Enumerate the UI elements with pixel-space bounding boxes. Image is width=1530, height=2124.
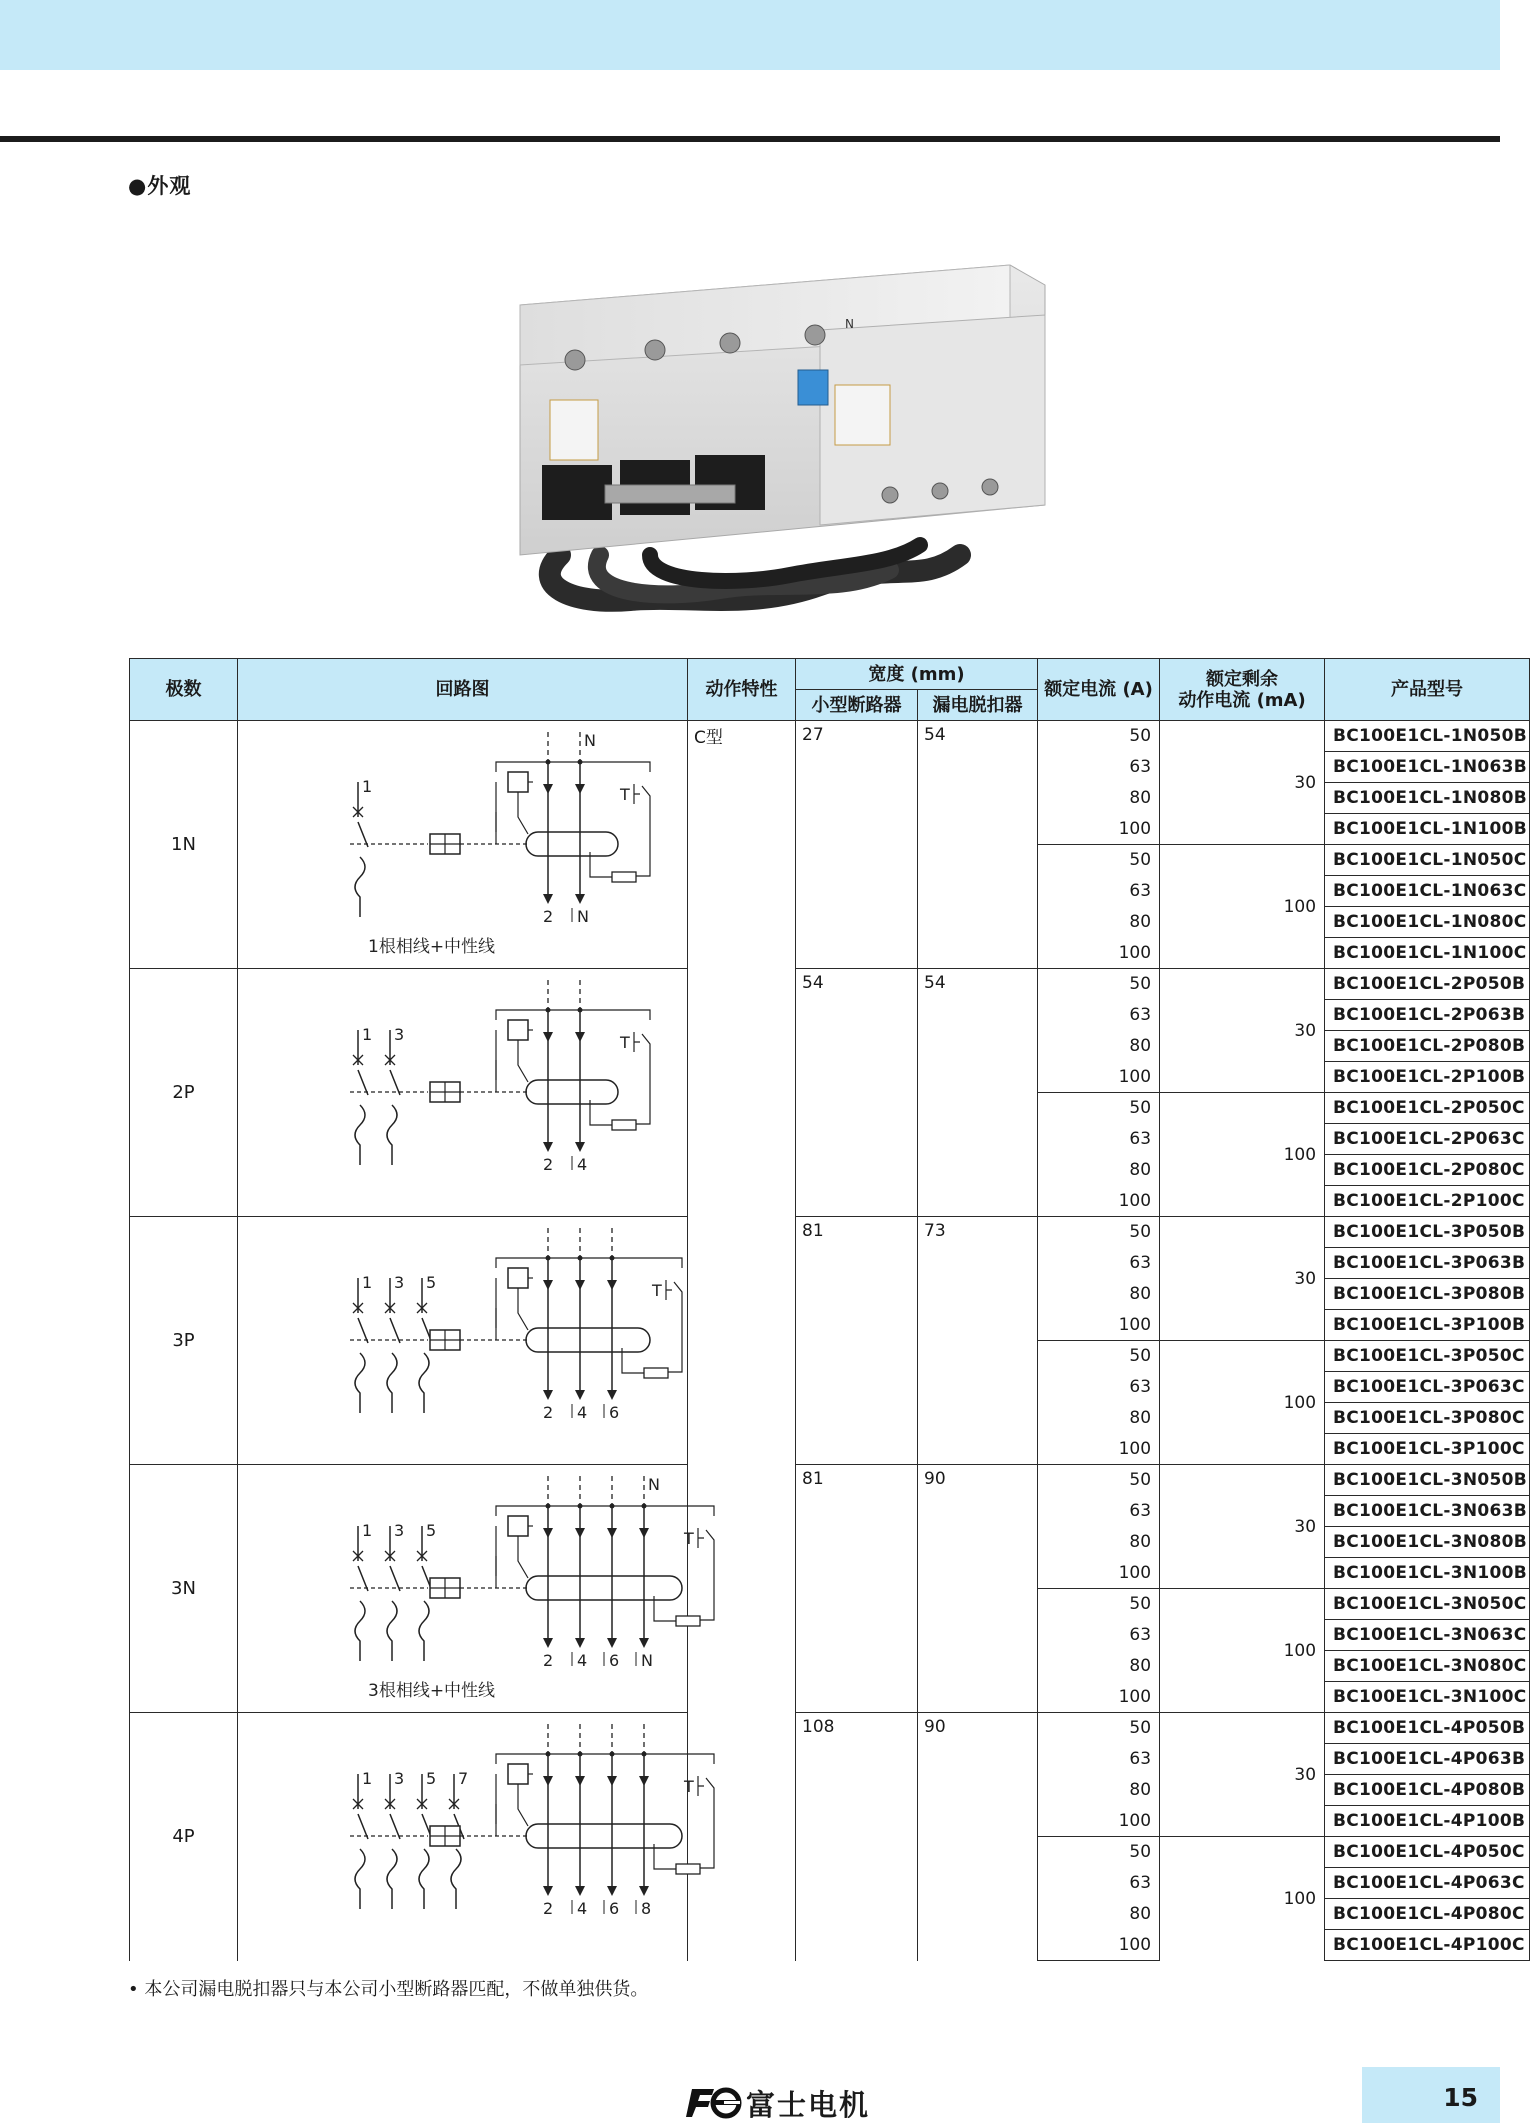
terminal-bottom-label: 6 [609, 1650, 620, 1670]
section-heading: ●外观 [128, 174, 192, 198]
rated-current-cell: 80 [1038, 1403, 1160, 1434]
terminal-top-label: 3 [394, 1768, 405, 1788]
terminal-bottom-label: 2 [543, 906, 554, 926]
model-cell: BC100E1CL-3N063C [1325, 1620, 1530, 1651]
table-row [130, 721, 1530, 752]
width-mcb-cell: 81 [796, 1465, 918, 1713]
circuit-cell [238, 969, 688, 1217]
model-cell: BC100E1CL-4P100B [1325, 1806, 1530, 1837]
terminal-bottom-label: 6 [609, 1898, 620, 1918]
model-cell: BC100E1CL-3P080B [1325, 1279, 1530, 1310]
terminal-bottom-label: 2 [543, 1154, 554, 1174]
rated-current-cell: 50 [1038, 1589, 1160, 1620]
terminal-bottom-label: 8 [641, 1898, 652, 1918]
test-button-label: T [684, 1776, 694, 1796]
residual-current-cell: 30 [1160, 1217, 1325, 1341]
rated-current-cell: 100 [1038, 1186, 1160, 1217]
model-cell: BC100E1CL-4P080B [1325, 1775, 1530, 1806]
circuit-diagram-1n [238, 722, 688, 968]
terminal-bottom-label: 6 [609, 1402, 620, 1422]
residual-current-cell: 100 [1160, 845, 1325, 969]
model-cell: BC100E1CL-2P080B [1325, 1031, 1530, 1062]
terminal-top-label: N [648, 1474, 660, 1494]
terminal-top-label: 3 [394, 1272, 405, 1292]
rated-current-cell: 80 [1038, 783, 1160, 814]
rated-current-cell: 100 [1038, 1930, 1160, 1961]
model-cell: BC100E1CL-2P100B [1325, 1062, 1530, 1093]
model-cell: BC100E1CL-3P100C [1325, 1434, 1530, 1465]
terminal-bottom-label: N [577, 906, 589, 926]
model-cell: BC100E1CL-4P063C [1325, 1868, 1530, 1899]
rated-current-cell: 50 [1038, 1217, 1160, 1248]
circuit-caption: 1根相线+中性线 [368, 936, 496, 957]
top-color-band [0, 0, 1500, 70]
model-cell: BC100E1CL-1N050C [1325, 845, 1530, 876]
rated-current-cell: 100 [1038, 1558, 1160, 1589]
rated-current-cell: 50 [1038, 721, 1160, 752]
model-cell: BC100E1CL-1N100B [1325, 814, 1530, 845]
model-cell: BC100E1CL-1N100C [1325, 938, 1530, 969]
model-cell: BC100E1CL-3P050C [1325, 1341, 1530, 1372]
model-cell: BC100E1CL-3N100B [1325, 1558, 1530, 1589]
header-residual-line2: 动作电流 (mA) [1178, 689, 1306, 711]
header-residual-current [1160, 659, 1325, 721]
terminal-top-label: 3 [394, 1024, 405, 1044]
width-rcd-cell: 54 [918, 969, 1038, 1217]
test-button-label: T [684, 1528, 694, 1548]
rated-current-cell: 63 [1038, 752, 1160, 783]
model-cell: BC100E1CL-4P080C [1325, 1899, 1530, 1930]
rated-current-cell: 50 [1038, 969, 1160, 1000]
terminal-bottom-label: 4 [577, 1154, 588, 1174]
model-cell: BC100E1CL-3P050B [1325, 1217, 1530, 1248]
width-mcb-cell: 54 [796, 969, 918, 1217]
test-button-label: T [652, 1280, 662, 1300]
model-cell: BC100E1CL-2P100C [1325, 1186, 1530, 1217]
brand-logo [684, 2085, 870, 2121]
rated-current-cell: 63 [1038, 1124, 1160, 1155]
rated-current-cell: 80 [1038, 1775, 1160, 1806]
header-model: 产品型号 [1325, 659, 1530, 721]
pole-cell: 3N [130, 1465, 238, 1713]
model-cell: BC100E1CL-3N050C [1325, 1589, 1530, 1620]
width-rcd-cell: 73 [918, 1217, 1038, 1465]
header-rule [0, 136, 1500, 142]
header-width: 宽度 (mm) [796, 659, 1038, 690]
rated-current-cell: 50 [1038, 845, 1160, 876]
residual-current-cell: 30 [1160, 1713, 1325, 1837]
terminal-bottom-label: 2 [543, 1650, 554, 1670]
circuit-cell [238, 1217, 688, 1465]
terminal-top-label: N [584, 730, 596, 750]
rated-current-cell: 63 [1038, 1248, 1160, 1279]
model-cell: BC100E1CL-2P050B [1325, 969, 1530, 1000]
header-residual-line1: 额定剩余 [1206, 668, 1279, 690]
page-number-badge [1362, 2067, 1500, 2123]
rated-current-cell: 63 [1038, 1620, 1160, 1651]
rated-current-cell: 100 [1038, 1434, 1160, 1465]
rated-current-cell: 100 [1038, 1310, 1160, 1341]
table-row [130, 969, 1530, 1000]
rated-current-cell: 80 [1038, 1031, 1160, 1062]
width-rcd-cell: 54 [918, 721, 1038, 969]
terminal-top-label: 1 [362, 1768, 373, 1788]
pole-cell: 2P [130, 969, 238, 1217]
circuit-diagram-3n [238, 1466, 694, 1712]
header-circuit: 回路图 [238, 659, 688, 721]
test-button-label: T [620, 784, 630, 804]
circuit-caption: 3根相线+中性线 [368, 1680, 496, 1701]
width-mcb-cell: 27 [796, 721, 918, 969]
model-cell: BC100E1CL-2P080C [1325, 1155, 1530, 1186]
rated-current-cell: 100 [1038, 814, 1160, 845]
spec-table [129, 658, 1528, 1961]
model-cell: BC100E1CL-4P063B [1325, 1744, 1530, 1775]
rated-current-cell: 50 [1038, 1341, 1160, 1372]
rated-current-cell: 50 [1038, 1465, 1160, 1496]
rated-current-cell: 63 [1038, 1868, 1160, 1899]
terminal-bottom-label: N [641, 1650, 653, 1670]
model-cell: BC100E1CL-1N080B [1325, 783, 1530, 814]
model-cell: BC100E1CL-1N063B [1325, 752, 1530, 783]
circuit-diagram-2p [238, 970, 688, 1216]
model-cell: BC100E1CL-4P050B [1325, 1713, 1530, 1744]
terminal-top-label: 1 [362, 1024, 373, 1044]
characteristic-cell: C型 [688, 721, 796, 1961]
header-characteristic: 动作特性 [688, 659, 796, 721]
model-cell: BC100E1CL-3N100C [1325, 1682, 1530, 1713]
terminal-top-label: 3 [394, 1520, 405, 1540]
rated-current-cell: 100 [1038, 1806, 1160, 1837]
terminal-bottom-label: 2 [543, 1402, 554, 1422]
product-photo [490, 255, 1050, 625]
header-poles: 极数 [130, 659, 238, 721]
circuit-diagram-3p [238, 1218, 688, 1464]
terminal-top-label: 7 [458, 1768, 469, 1788]
model-cell: BC100E1CL-3N063B [1325, 1496, 1530, 1527]
residual-current-cell: 30 [1160, 721, 1325, 845]
header-width-rcd: 漏电脱扣器 [918, 690, 1038, 721]
width-rcd-cell: 90 [918, 1713, 1038, 1961]
terminal-bottom-label: 2 [543, 1898, 554, 1918]
terminal-top-label: 1 [362, 1272, 373, 1292]
rated-current-cell: 80 [1038, 1899, 1160, 1930]
circuit-diagram-4p [238, 1714, 694, 1960]
model-cell: BC100E1CL-3N080B [1325, 1527, 1530, 1558]
model-cell: BC100E1CL-3N050B [1325, 1465, 1530, 1496]
residual-current-cell: 100 [1160, 1837, 1325, 1961]
table-row [130, 1713, 1530, 1744]
rated-current-cell: 50 [1038, 1093, 1160, 1124]
model-cell: BC100E1CL-3P063B [1325, 1248, 1530, 1279]
header-width-mcb: 小型断路器 [796, 690, 918, 721]
table-row [130, 1465, 1530, 1496]
rated-current-cell: 100 [1038, 1682, 1160, 1713]
terminal-top-label: 5 [426, 1768, 437, 1788]
model-cell: BC100E1CL-3P063C [1325, 1372, 1530, 1403]
table-row [130, 1217, 1530, 1248]
model-cell: BC100E1CL-2P063B [1325, 1000, 1530, 1031]
terminal-top-label: 5 [426, 1272, 437, 1292]
svg-text:N: N [845, 317, 854, 331]
test-button-label: T [620, 1032, 630, 1052]
rated-current-cell: 63 [1038, 1000, 1160, 1031]
residual-current-cell: 100 [1160, 1341, 1325, 1465]
circuit-cell [238, 721, 688, 969]
rated-current-cell: 63 [1038, 876, 1160, 907]
terminal-bottom-label: 4 [577, 1650, 588, 1670]
rated-current-cell: 100 [1038, 938, 1160, 969]
rated-current-cell: 80 [1038, 1651, 1160, 1682]
fe-logo-icon [684, 2087, 742, 2119]
rated-current-cell: 100 [1038, 1062, 1160, 1093]
rated-current-cell: 63 [1038, 1744, 1160, 1775]
residual-current-cell: 30 [1160, 1465, 1325, 1589]
terminal-top-label: 5 [426, 1520, 437, 1540]
pole-cell: 1N [130, 721, 238, 969]
model-cell: BC100E1CL-3N080C [1325, 1651, 1530, 1682]
rated-current-cell: 80 [1038, 1279, 1160, 1310]
rated-current-cell: 50 [1038, 1837, 1160, 1868]
rated-current-cell: 80 [1038, 1527, 1160, 1558]
terminal-bottom-label: 4 [577, 1898, 588, 1918]
model-cell: BC100E1CL-4P100C [1325, 1930, 1530, 1961]
model-cell: BC100E1CL-3P100B [1325, 1310, 1530, 1341]
rated-current-cell: 80 [1038, 907, 1160, 938]
terminal-top-label: 1 [362, 776, 373, 796]
residual-current-cell: 100 [1160, 1093, 1325, 1217]
rated-current-cell: 50 [1038, 1713, 1160, 1744]
rated-current-cell: 80 [1038, 1155, 1160, 1186]
residual-current-cell: 30 [1160, 969, 1325, 1093]
width-mcb-cell: 81 [796, 1217, 918, 1465]
width-mcb-cell: 108 [796, 1713, 918, 1961]
pole-cell: 3P [130, 1217, 238, 1465]
model-cell: BC100E1CL-2P050C [1325, 1093, 1530, 1124]
model-cell: BC100E1CL-4P050C [1325, 1837, 1530, 1868]
rated-current-cell: 63 [1038, 1372, 1160, 1403]
circuit-cell [238, 1713, 694, 1961]
residual-current-cell: 100 [1160, 1589, 1325, 1713]
model-cell: BC100E1CL-1N050B [1325, 721, 1530, 752]
brand-name: 富士电机 [746, 2087, 871, 2122]
width-rcd-cell: 90 [918, 1465, 1038, 1713]
model-cell: BC100E1CL-2P063C [1325, 1124, 1530, 1155]
pole-cell: 4P [130, 1713, 238, 1961]
model-cell: BC100E1CL-1N063C [1325, 876, 1530, 907]
footnote: • 本公司漏电脱扣器只与本公司小型断路器匹配，不做单独供货。 [128, 1979, 649, 2000]
circuit-cell [238, 1465, 694, 1713]
model-cell: BC100E1CL-3P080C [1325, 1403, 1530, 1434]
header-rated-current: 额定电流 (A) [1038, 659, 1160, 721]
terminal-top-label: 1 [362, 1520, 373, 1540]
terminal-bottom-label: 4 [577, 1402, 588, 1422]
page-number: 15 [1443, 2083, 1478, 2112]
rated-current-cell: 63 [1038, 1496, 1160, 1527]
model-cell: BC100E1CL-1N080C [1325, 907, 1530, 938]
